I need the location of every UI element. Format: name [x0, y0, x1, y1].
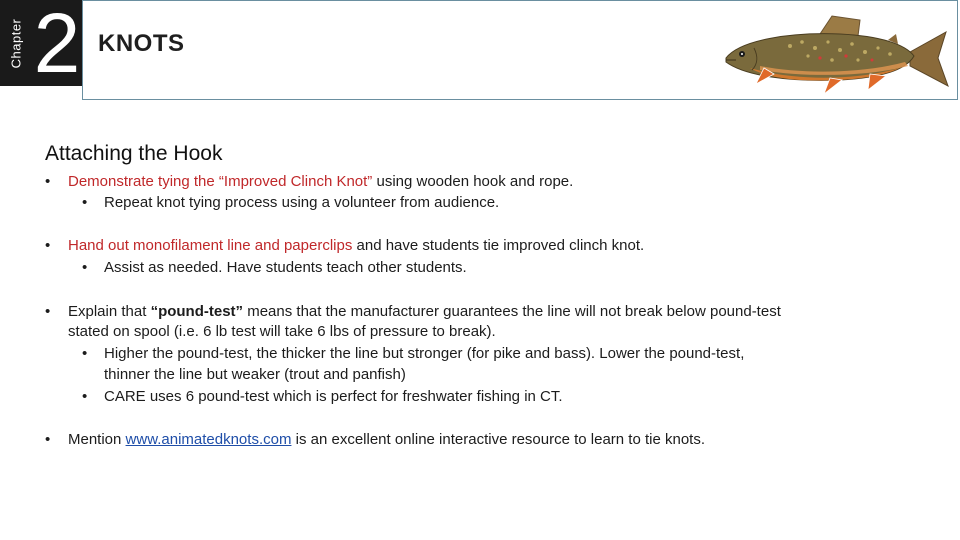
bullet-3-intro: Explain that — [68, 303, 151, 320]
bullet-4-intro: Mention — [68, 431, 126, 448]
bullet-1-text: using wooden hook and rope. — [372, 173, 574, 190]
bullet-3-line-2: stated on spool (i.e. 6 lb test will take 6 lbs of pressure to break). — [68, 323, 496, 340]
bullet-dot: • — [45, 303, 51, 320]
bullet-4 — [68, 429, 705, 450]
bullet-3-sub-1: Higher the pound-test, the thicker the line but stronger (for pike and bass). Lower the pound-test, — [104, 345, 745, 362]
trout-illustration — [720, 10, 950, 100]
bullet-2-text: and have students tie improved clinch knot. — [352, 237, 645, 254]
bullet-2-highlight: Hand out monofilament line and paperclips — [68, 237, 353, 254]
animatedknots-link[interactable]: www.animatedknots.com — [125, 431, 292, 448]
chapter-number-box — [32, 0, 82, 90]
bullet-1 — [68, 171, 573, 192]
bullet-dot: • — [45, 237, 51, 254]
sub-bullet-dot: • — [82, 345, 88, 362]
bullet-3-sub-2: CARE uses 6 pound-test which is perfect for freshwater fishing in CT. — [104, 388, 563, 405]
bullet-dot: • — [45, 173, 51, 190]
bullet-3-bold: “pound-test” — [150, 303, 244, 320]
bullet-3-sub-1-cont: thinner the line but weaker (trout and panfish) — [104, 366, 406, 383]
sub-bullet-dot: • — [82, 194, 88, 211]
bullet-3-line-1 — [68, 301, 781, 322]
bullet-3-rest: means that the manufacturer guarantees the line will not break below pound-test — [243, 303, 781, 320]
bullet-1-sub-1: Repeat knot tying process using a volunteer from audience. — [104, 194, 500, 211]
chapter-label-wrap — [0, 0, 32, 86]
sub-bullet-dot: • — [82, 388, 88, 405]
page-title: KNOTS — [98, 30, 185, 57]
bullet-1-highlight: Demonstrate tying the “Improved Clinch Knot” — [68, 173, 373, 190]
bullet-4-text: is an excellent online interactive resource to learn to tie knots. — [291, 431, 706, 448]
section-title: Attaching the Hook — [45, 142, 223, 165]
bullet-dot: • — [45, 431, 51, 448]
sub-bullet-dot: • — [82, 259, 88, 276]
chapter-label: Chapter — [8, 18, 24, 68]
chapter-number: 2 — [33, 0, 81, 90]
bullet-2-sub-1: Assist as needed. Have students teach other students. — [104, 259, 467, 276]
bullet-2 — [68, 235, 644, 256]
